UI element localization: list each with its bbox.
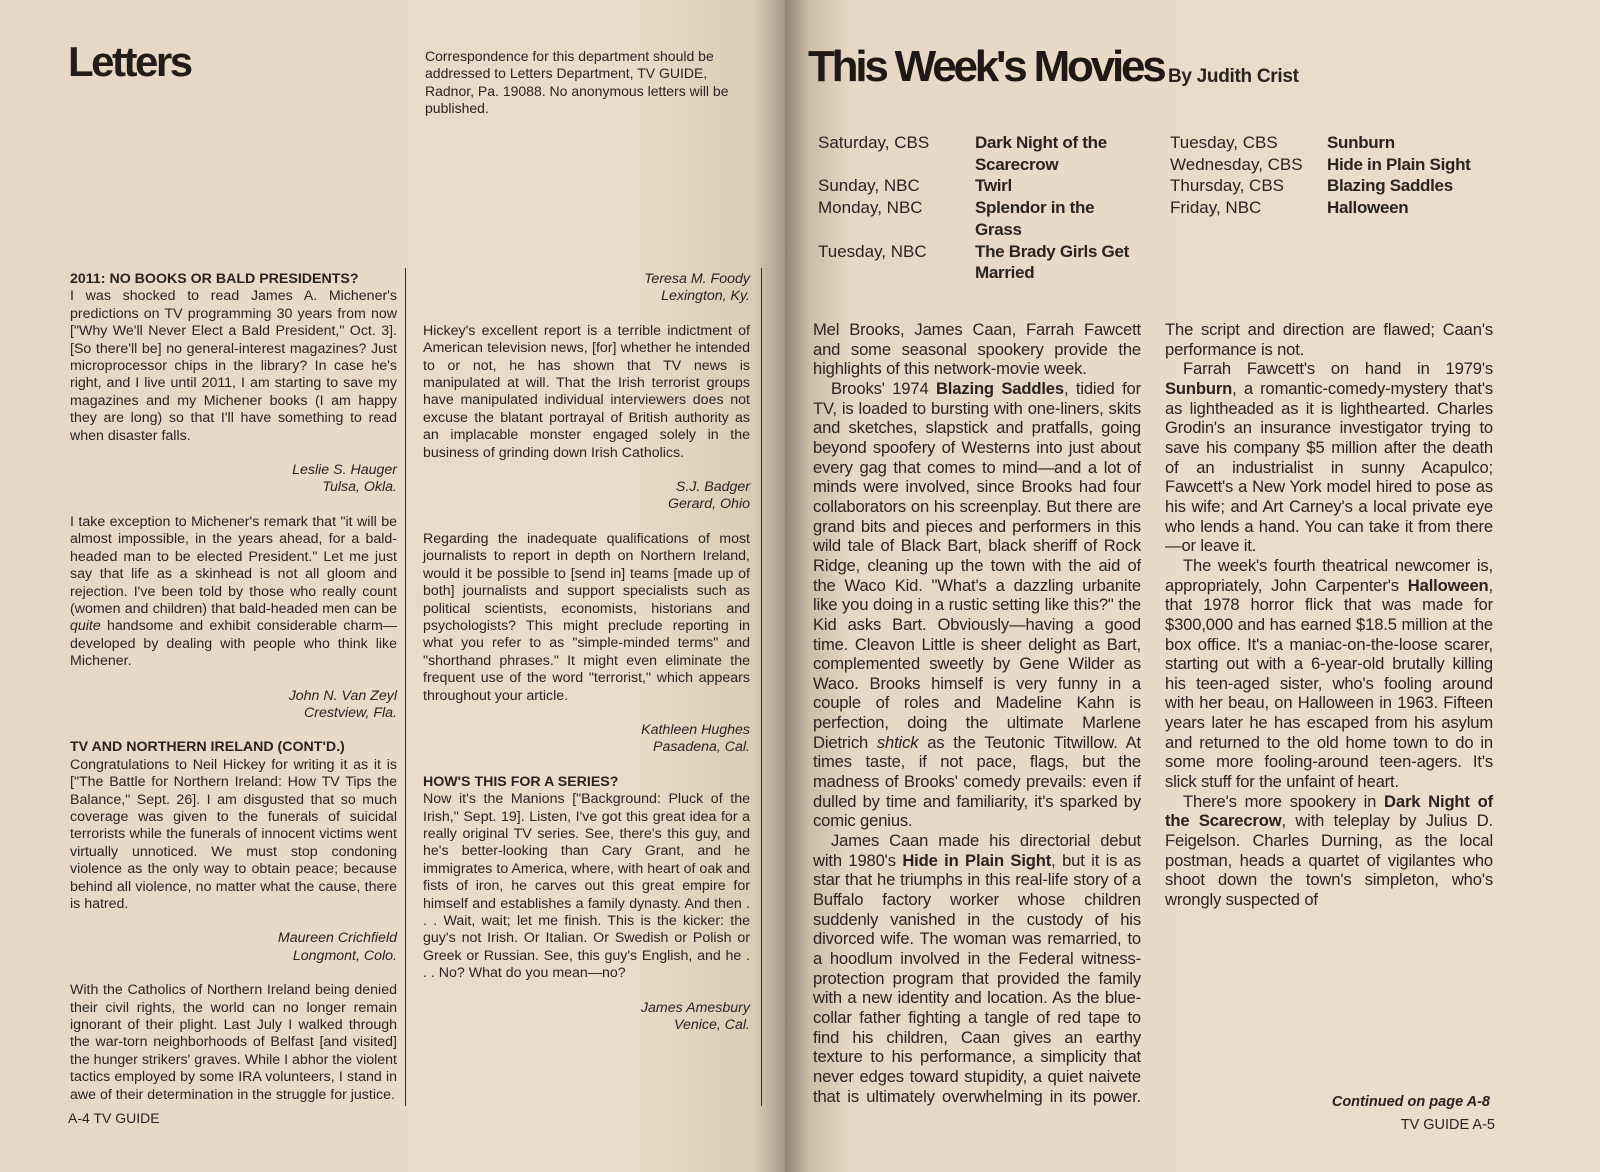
text-run: , tidied for TV, is loaded to bursting with one-liners, skits and sketches, slapstick and pratfalls, going beyond spoofery of Westerns into just about every gag that comes to mind—and a lot of minds were involved, since Brooks had four collaborators on his screenplay. But there are grand bits and pieces and performers in this wild tale of Black Bart, black sheriff of Rock Ridge, cleaning up the town with the aid of the Waco Kid. "What's a dazzling urbanite like you doing in a rustic setting like this?" the Kid asks Bart. Obviously—having a good time. Cleavon Little is sheer delight as Bart, complemented sweetly by Gene Wilder as Waco. Brooks himself is very funny in a couple of roles and Madeline Kahn is perfection, doing the ultimate Marlene Dietrich xyxy=(813,378,1141,752)
letter-signature xyxy=(423,271,750,306)
letter-paragraph xyxy=(70,757,397,914)
continued-note: Continued on page A-8 xyxy=(1331,1094,1490,1110)
schedule-movie: Hide in Plain Sight xyxy=(1327,154,1471,174)
schedule-row xyxy=(818,241,1145,284)
letter-signature xyxy=(70,688,397,723)
text-run: I was shocked to read James A. Michener's predictions on TV programming 30 years from now ["Why We'll Never Elect a Bald President," Oct. 3]. [So there'll be] no general-interest magazines? Just microprocessor chips in the library? In case he's right, and I live until 2011, I am starting to save my magazines and my Michener books (I am happy they are long) so that I'll have something to read when disaster falls. xyxy=(70,288,397,444)
page-title: Letters xyxy=(68,38,191,85)
signature-place: Venice, Cal. xyxy=(674,1017,750,1034)
schedule-movie: Sunburn xyxy=(1327,133,1395,152)
letter-paragraph xyxy=(70,514,397,671)
schedule-row xyxy=(818,175,1145,197)
schedule-day: Sunday, NBC xyxy=(818,176,920,196)
article-paragraph xyxy=(1165,792,1493,910)
schedule-day: Monday, NBC xyxy=(818,198,923,218)
schedule-row xyxy=(1170,175,1497,197)
correspondence-note: Correspondence for this department should be addressed to Letters Department, TV GUIDE, Radnor, Pa. 19088. No anonymous letters will be published. xyxy=(425,48,729,117)
movie-title-bold: Halloween xyxy=(1407,575,1489,595)
byline: By Judith Crist xyxy=(1168,66,1299,87)
article-paragraph xyxy=(1165,359,1493,556)
text-run: Congratulations to Neil Hickey for writing it as it is ["The Battle for Northern Ireland: How TV Tips the Balance," Sept. 26]. I am disgusted that so much coverage was given to the funerals of suicidal terrorists while the funerals of innocent victims went virtually unnoticed. We must stop condoning violence as the only way to obtain peace; because behind all violence, no matter what the cause, there is hatred. xyxy=(70,756,397,912)
text-run: , with teleplay by Julius D. Feigelson. Charles Durning, as the local postman, heads a quartet of vigilantes who shoot down the town's simpleton, who's wrongly suspected of xyxy=(1165,811,1493,910)
movie-title-bold: Hide in Plain Sight xyxy=(902,850,1052,870)
letter-signature xyxy=(70,930,397,965)
movie-title-bold: Sunburn xyxy=(1165,378,1233,398)
left-page xyxy=(0,0,785,1172)
movie-title-bold: Dark Night of the Scarecrow xyxy=(1165,791,1493,831)
schedule-movie: Blazing Saddles xyxy=(1327,176,1453,196)
letter-paragraph xyxy=(70,982,397,1104)
schedule-movie: Halloween xyxy=(1327,198,1409,218)
text-run: , but it is as star that he triumphs in this real-life story of a Buffalo factory worker whose children suddenly vanished in the custody of his divorced wife. The woman was remarried, to a hoodlum involved in the Federal witness-protection program that provided the family with a new identity and location. As the blue-collar father fighting a tangle of red tape to find his children, Caan gives an earthy texture to his performance, a simplicity that never edges toward stupidity, a quiet naivete that is ultimately overwhelming in its power. The script and direction are flawed; Caan's performance is not. xyxy=(813,320,1493,1106)
article-paragraph xyxy=(813,320,1141,379)
schedule-left xyxy=(818,132,1145,284)
article-paragraph xyxy=(813,379,1141,831)
text-run: Brooks' 1974 xyxy=(831,378,936,398)
signature-place: Lexington, Ky. xyxy=(661,288,750,305)
page-footer: A-4 TV GUIDE xyxy=(68,1110,160,1126)
text-run: Farrah Fawcett's on hand in 1979's xyxy=(1183,359,1493,379)
signature-place: Pasadena, Cal. xyxy=(652,739,750,756)
text-run: , that 1978 horror flick that was made for $300,000 and has earned $18.5 million at the box office. It's a maniac-on-the-loose scarer, starting out with a 6-year-old brutally killing his teen-aged sister, who's fooling around with her beau, on Halloween in 1963. Fifteen years later he has escaped from his asylum and returned to the old home town to do in some more fooling-around teen-agers. It's slick stuff for the unfaint of heart. xyxy=(1165,575,1493,792)
signature-name: John N. Van Zeyl xyxy=(288,687,397,704)
schedule-day: Friday, NBC xyxy=(1170,198,1262,218)
letter-paragraph xyxy=(423,791,750,982)
italic-text: quite xyxy=(70,618,101,635)
signature-name: S.J. Badger xyxy=(675,479,750,496)
schedule-movie: Splendor in the Grass xyxy=(975,198,1095,239)
signature-place: Crestview, Fla. xyxy=(303,704,397,721)
signature-place: Gerard, Ohio xyxy=(667,496,750,513)
letter-heading: 2011: NO BOOKS OR BALD PRESIDENTS? xyxy=(70,271,359,287)
schedule-row xyxy=(1170,197,1497,219)
schedule-row xyxy=(1170,154,1497,176)
letter-heading: HOW'S THIS FOR A SERIES? xyxy=(423,773,619,790)
text-run: The week's fourth theatrical newcomer is, appropriately, John Carpenter's xyxy=(1165,555,1493,595)
text-run: Hickey's excellent report is a terrible indictment of American television news, [for] whether he intended to or not, he has shown that TV news is manipulated at will. That the Irish terrorist groups have manipulated individual interviewers does not excuse the blatant portrayal of British authority as an implacable monster engaged solely in the business of grinding down Irish Catholics. xyxy=(423,322,750,461)
text-run: handsome and exhibit considerable charm—developed by dealing with people who think like Michener. xyxy=(70,618,397,670)
letter-paragraph xyxy=(423,531,750,705)
schedule-right xyxy=(1170,132,1497,219)
signature-place: Tulsa, Okla. xyxy=(322,479,397,496)
letter-signature xyxy=(423,479,750,514)
text-run: as the Teutonic Titwillow. At times taste, if not pace, flags, but the madness of Brooks' comedy prevails: even if dulled by time and familiarity, it's sparked by comic genius. xyxy=(813,732,1141,831)
schedule-movie: Twirl xyxy=(975,176,1012,196)
text-run: James Caan made his directorial debut with 1980's xyxy=(813,831,1141,870)
text-run: , a romantic-comedy-mystery that's as lightheaded as it is lighthearted. Charles Grodin's an insurance investigator trying to save his company $5 million after the death of an industrialist in sunny Acapulco; Fawcett's a New York model hired to pose as his wife; and Art Carney's a local private eye who lends a hand. You can take it from there—or leave it. xyxy=(1165,378,1493,556)
text-run: Mel Brooks, James Caan, Farrah Fawcett and some seasonal spookery provide the highlights of this network-movie week. xyxy=(813,320,1141,379)
letter-signature xyxy=(70,462,397,497)
signature-name: James Amesbury xyxy=(640,999,750,1016)
letter-paragraph xyxy=(70,288,397,445)
letter-signature xyxy=(423,722,750,757)
text-run: Now it's the Manions ["Background: Pluck of the Irish," Sept. 19]. Listen, I've got this great idea for a really original TV series. See, there's this guy, and he's better-looking than Cary Grant, and he immigrates to America, where, with heart of oak and fists of iron, he carves out this great empire for himself and establishes a family dynasty. And then . . . Wait, wait; let me finish. This is the kicker: the guy's not Irish. Or Italian. Or Swedish or Polish or Greek or Russian. See, this guy's English, and he . . . No? What do you mean—no? xyxy=(423,791,750,982)
schedule-movie: Dark Night of the Scarecrow xyxy=(975,133,1107,174)
signature-name: Kathleen Hughes xyxy=(641,721,750,738)
column-divider xyxy=(761,268,762,1106)
signature-place: Longmont, Colo. xyxy=(292,947,397,964)
page-footer: TV GUIDE A-5 xyxy=(1400,1117,1495,1133)
schedule-row xyxy=(818,197,1145,240)
signature-name: Teresa M. Foody xyxy=(644,271,750,287)
signature-name: Maureen Crichfield xyxy=(277,930,397,947)
schedule-day: Thursday, CBS xyxy=(1170,176,1285,196)
movies-article-body xyxy=(813,320,1493,1110)
text-run: With the Catholics of Northern Ireland being denied their civil rights, the world can no longer remain ignorant of their plight. Last July I walked through the war-torn neighborhoods of Belfast [and visited] the hunger strikers' graves. While I abhor the violent tactics employed by some IRA volunteers, I stand in awe of their determination in the struggle for justice. xyxy=(70,982,397,1103)
page-title: This Week's Movies xyxy=(808,42,1164,91)
letter-signature xyxy=(423,1000,750,1035)
text-run: Regarding the inadequate qualifications of most journalists to report in depth on Northern Ireland, would it be possible to [send in] teams [made up of both] journalists and support specialists such as political scientists, economists, historians and psychologists? This might preclude reporting in what you refer to as "simple-minded terms" and "shorthand phrases." It might even eliminate the frequent use of the word "terrorist," which appears throughout your article. xyxy=(423,530,750,704)
schedule-day: Wednesday, CBS xyxy=(1170,154,1303,174)
signature-name: Leslie S. Hauger xyxy=(292,462,397,479)
schedule-row xyxy=(1170,132,1497,154)
movie-title-bold: Blazing Saddles xyxy=(935,378,1064,398)
letter-paragraph xyxy=(423,323,750,462)
text-run: I take exception to Michener's remark that "it will be almost impossible, in the years ahead, for a bald-headed man to be elected President." Let me just say that life as a skinhead is not all gloom and rejection. I've been told by those who really count (women and children) that bald-headed men can be xyxy=(70,513,397,617)
schedule-row xyxy=(818,132,1145,175)
article-paragraph xyxy=(1165,556,1493,792)
schedule-day: Tuesday, CBS xyxy=(1170,133,1278,152)
schedule-day: Tuesday, NBC xyxy=(818,241,927,261)
letter-heading: TV AND NORTHERN IRELAND (CONT'D.) xyxy=(70,739,345,756)
letters-body xyxy=(70,271,750,1121)
text-run: There's more spookery in xyxy=(1183,791,1385,811)
italic-text: shtick xyxy=(876,732,919,752)
schedule-day: Saturday, CBS xyxy=(818,133,930,152)
schedule-movie: The Brady Girls Get Married xyxy=(975,241,1129,283)
